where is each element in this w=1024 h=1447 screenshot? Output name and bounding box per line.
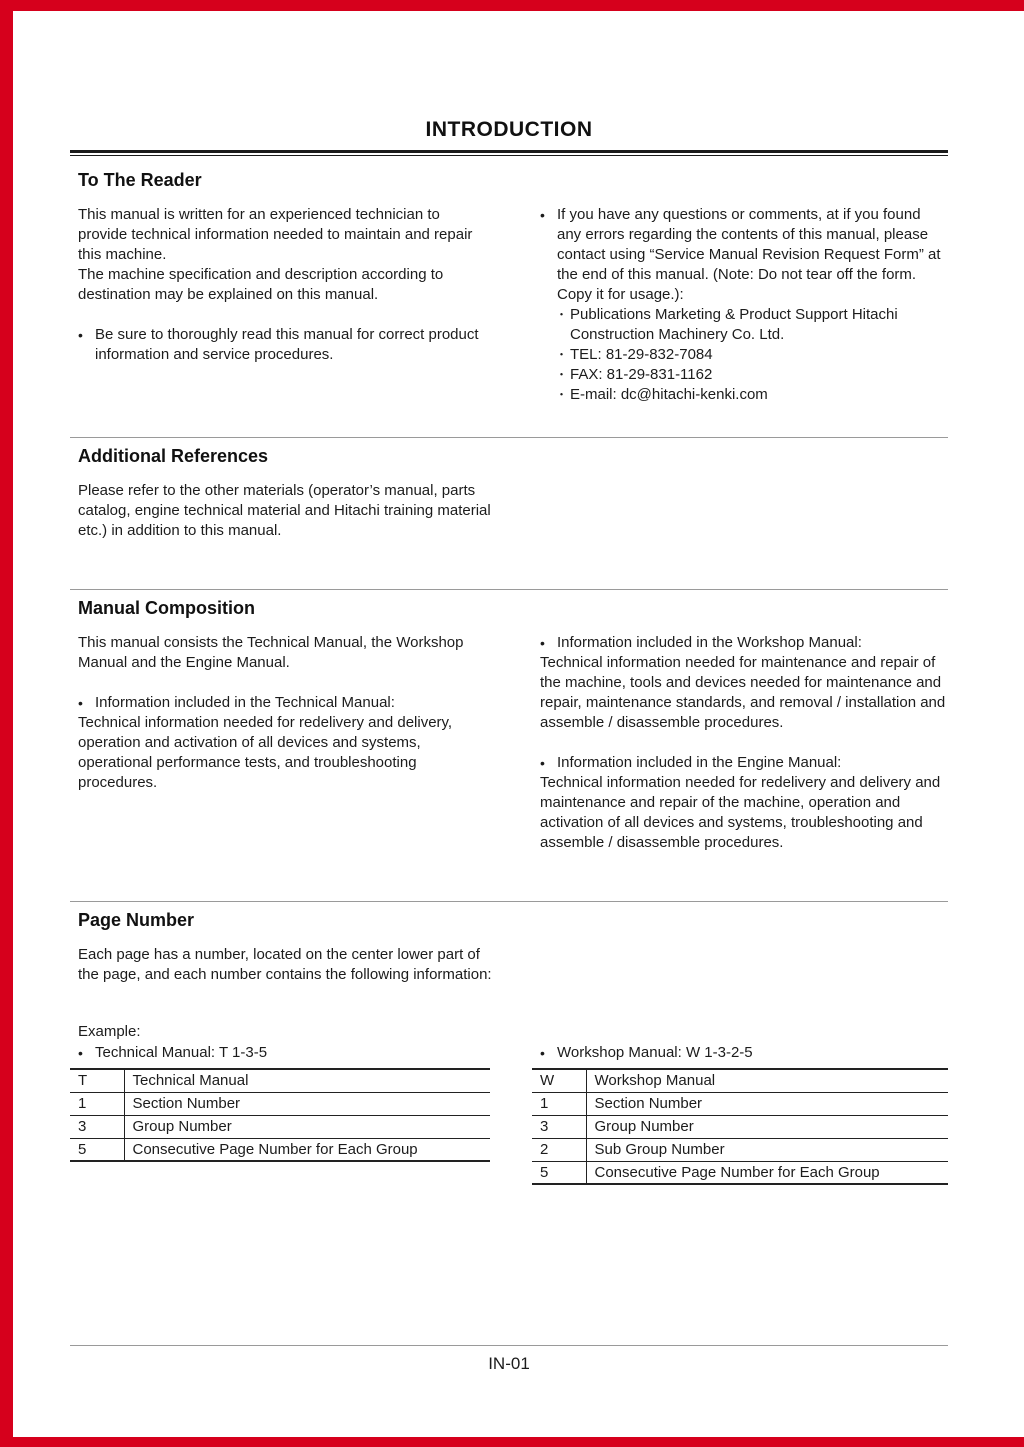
two-column-layout [70,945,948,985]
bullet-icon: • [540,635,545,651]
table-row [532,1138,948,1161]
bullet-text: Workshop Manual: W 1-3-2-5 [557,1044,753,1061]
bullet-item [540,633,948,653]
bullet-item [540,1043,948,1063]
contact-list-item [540,385,948,405]
table-row [70,1092,490,1115]
contact-text: Publications Marketing & Product Support Hitachi Construction Machinery Co. Ltd. [570,306,898,343]
table-row [532,1069,948,1092]
paragraph: Technical information needed for redelivery and delivery, operation and activation of all devices and systems, operational performance tests, and troubleshooting procedures. [78,714,453,791]
contact-text: TEL: 81-29-832-7084 [570,346,713,363]
spacer [78,305,492,325]
paragraph: Please refer to the other materials (operator’s manual, parts catalog, engine technical material and Hitachi training material etc.) in addition to this manual. [78,482,491,539]
sub-bullet-icon: ・ [555,367,569,382]
red-border-left [0,0,13,1447]
rule-thick [70,150,948,153]
code-cell: 5 [70,1138,124,1161]
table-row [70,1138,490,1161]
section-heading-to-the-reader: To The Reader [78,170,202,190]
workshop-page-number-table [532,1068,948,1185]
left-column [78,633,492,853]
sub-bullet-icon: ・ [555,387,569,402]
table-row [532,1092,948,1115]
code-cell: 1 [532,1092,586,1115]
bullet-icon: • [78,327,83,343]
contact-list-item [540,365,948,385]
description-cell: Workshop Manual [586,1069,948,1092]
bullet-item [78,1043,490,1063]
page-title: INTRODUCTION [425,118,593,141]
page-content [70,0,948,1447]
bullet-icon: • [540,1045,545,1061]
section-heading-page-number: Page Number [78,910,195,930]
sub-bullet-icon: ・ [555,307,569,322]
bullet-icon: • [540,207,545,223]
contact-text: FAX: 81-29-831-1162 [570,366,713,383]
title-double-rule [70,150,948,156]
bullet-icon: • [540,755,545,771]
bullet-item [540,205,948,305]
table-row [532,1161,948,1184]
code-cell: T [70,1069,124,1092]
description-cell: Section Number [124,1092,490,1115]
code-cell: 3 [70,1115,124,1138]
table-row [70,1115,490,1138]
rule-thin [70,155,948,156]
section-divider [70,589,948,590]
sub-bullet-icon: ・ [555,347,569,362]
left-column [78,481,492,541]
section-manual-composition [70,598,948,853]
bullet-text: Be sure to thoroughly read this manual for correct product information and service procedures. [95,326,479,363]
code-cell: 3 [532,1115,586,1138]
description-cell: Consecutive Page Number for Each Group [586,1161,948,1184]
bullet-item [78,325,492,365]
two-column-layout [70,633,948,853]
right-column [540,205,948,405]
right-column [540,633,948,853]
bullet-text: Information included in the Technical Manual: [95,694,395,711]
contact-list-item [540,305,948,345]
technical-manual-example [70,1022,490,1185]
section-page-number [70,910,948,985]
right-column [540,481,948,541]
bullet-text: Information included in the Engine Manual: [557,754,842,771]
bullet-icon: • [78,1045,83,1061]
bullet-text: Technical Manual: T 1-3-5 [95,1044,268,1061]
paragraph: This manual consists the Technical Manual, the Workshop Manual and the Engine Manual. [78,634,464,671]
right-column [540,945,948,985]
code-cell: 1 [70,1092,124,1115]
page-number-examples [70,1022,948,1185]
footer-divider [70,1345,948,1346]
section-heading-manual-composition: Manual Composition [78,598,255,618]
paragraph: Technical information needed for redelivery and delivery and maintenance and repair of the machine, operation and activation of all devices and systems, troubleshooting and assemble / disassemble procedures. [540,774,941,851]
description-cell: Sub Group Number [586,1138,948,1161]
section-to-the-reader [70,170,948,405]
example-label: Example: [78,1023,141,1040]
description-cell: Technical Manual [124,1069,490,1092]
spacer [78,673,492,693]
code-cell: W [532,1069,586,1092]
description-cell: Group Number [124,1115,490,1138]
bullet-text: If you have any questions or comments, at if you found any errors regarding the contents of this manual, please contact using “Service Manual Revision Request Form” at the end of this manual. (Note: Do not tear off the form. Copy it for usage.): [557,206,941,303]
section-divider [70,901,948,902]
contact-list-item [540,345,948,365]
two-column-layout [70,481,948,541]
left-column [78,945,492,985]
code-cell: 5 [532,1161,586,1184]
bullet-text: Information included in the Workshop Manual: [557,634,862,651]
bullet-icon: • [78,695,83,711]
table-row [70,1069,490,1092]
spacer [540,733,948,753]
page-number-footer: IN-01 [488,1354,530,1373]
section-additional-references [70,446,948,541]
contact-text: E-mail: dc@hitachi-kenki.com [570,386,768,403]
paragraph: The machine specification and description according to destination may be explained on this manual. [78,266,444,303]
left-column [78,205,492,405]
table-row [532,1115,948,1138]
description-cell: Section Number [586,1092,948,1115]
bullet-item [78,693,492,713]
two-column-layout [70,205,948,405]
paragraph: Each page has a number, located on the center lower part of the page, and each number contains the following information: [78,946,492,983]
description-cell: Group Number [586,1115,948,1138]
paragraph: This manual is written for an experienced technician to provide technical information needed to maintain and repair this machine. [78,206,473,263]
paragraph: Technical information needed for maintenance and repair of the machine, tools and devices needed for maintenance and repair, maintenance standards, and removal / installation and assemble / disassemble procedures. [540,654,946,731]
bullet-item [540,753,948,773]
section-heading-additional-references: Additional References [78,446,269,466]
technical-page-number-table [70,1068,490,1162]
section-divider [70,437,948,438]
code-cell: 2 [532,1138,586,1161]
workshop-manual-example [532,1022,948,1185]
description-cell: Consecutive Page Number for Each Group [124,1138,490,1161]
